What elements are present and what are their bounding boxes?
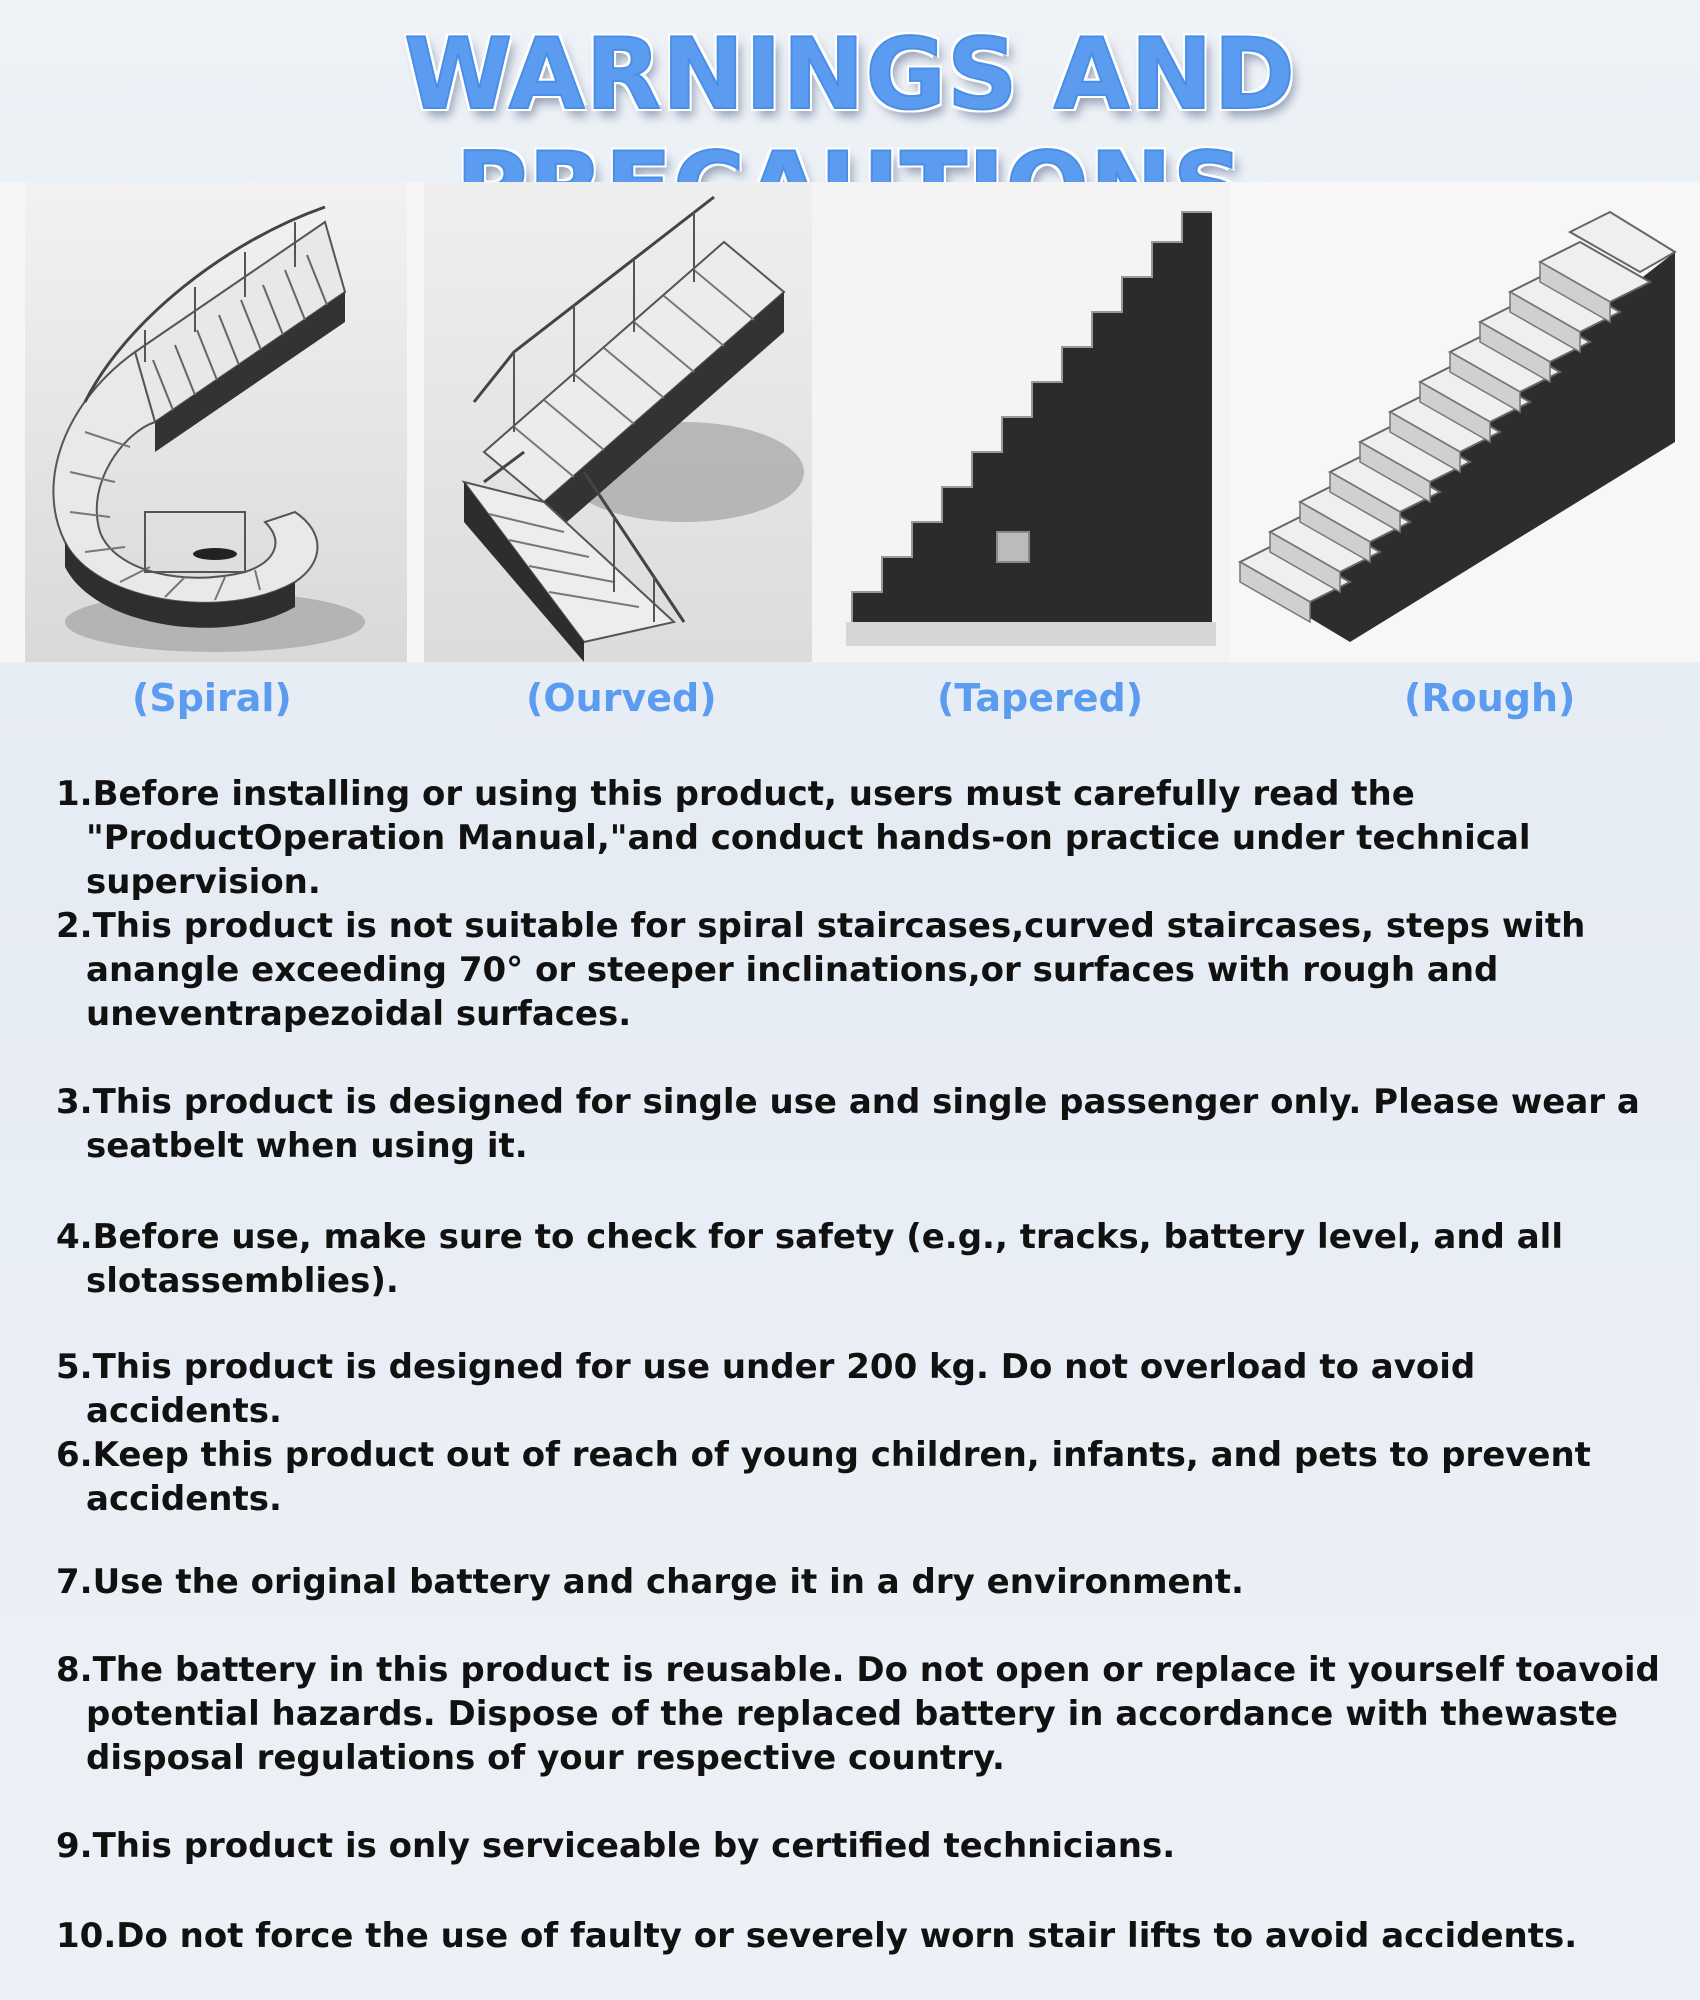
- caption-curved: (Ourved): [526, 676, 717, 720]
- precaution-text: 3.This product is designed for single use and single passenger only. Please wear a seatbelt when using it.: [56, 1082, 1640, 1166]
- rough-staircase-image: [1230, 182, 1700, 662]
- spiral-staircase-image: [25, 182, 407, 662]
- precaution-item-9: [56, 1824, 1676, 1868]
- precaution-text: 8.The battery in this product is reusable. Do not open or replace it yourself toavoid potential hazards. Dispose of the replaced battery in accordance with thewaste disposal regulations of your respective country.: [56, 1650, 1660, 1778]
- precaution-text: 7.Use the original battery and charge it in a dry environment.: [56, 1562, 1244, 1602]
- caption-tapered: (Tapered): [937, 676, 1144, 720]
- precaution-item-4: [56, 1215, 1676, 1303]
- caption-spiral: (Spiral): [132, 676, 292, 720]
- precaution-item-5: [56, 1345, 1676, 1433]
- precaution-item-3: [56, 1080, 1676, 1168]
- staircase-image-strip: [0, 182, 1700, 662]
- caption-rough: (Rough): [1404, 676, 1576, 720]
- precaution-text: 6.Keep this product out of reach of young children, infants, and pets to prevent accidents.: [56, 1435, 1591, 1519]
- precaution-text: 1.Before installing or using this product, users must carefully read the "ProductOperation Manual,"and conduct hands-on practice under technical supervision.: [56, 774, 1531, 902]
- precaution-item-8: [56, 1648, 1676, 1780]
- precaution-item-2: [56, 904, 1676, 1036]
- precaution-text: 2.This product is not suitable for spiral staircases,curved staircases, steps with anangle exceeding 70° or steeper inclinations,or surfaces with rough and uneventrapezoidal surfaces.: [56, 906, 1586, 1034]
- page-title: WARNINGS AND: [404, 18, 1296, 132]
- precaution-item-6: [56, 1433, 1676, 1521]
- precaution-text: 5.This product is designed for use under 200 kg. Do not overload to avoid accidents.: [56, 1347, 1476, 1431]
- precaution-item-7: [56, 1560, 1676, 1604]
- tapered-staircase-image: [812, 182, 1230, 662]
- curved-staircase-image: [424, 182, 812, 662]
- precaution-text: 10.Do not force the use of faulty or severely worn stair lifts to avoid accidents.: [56, 1916, 1578, 1956]
- precaution-item-10: [56, 1914, 1676, 1958]
- precaution-text: 4.Before use, make sure to check for safety (e.g., tracks, battery level, and all slotassemblies).: [56, 1217, 1563, 1301]
- precaution-item-1: [56, 772, 1676, 904]
- precaution-text: 9.This product is only serviceable by certified technicians.: [56, 1826, 1176, 1866]
